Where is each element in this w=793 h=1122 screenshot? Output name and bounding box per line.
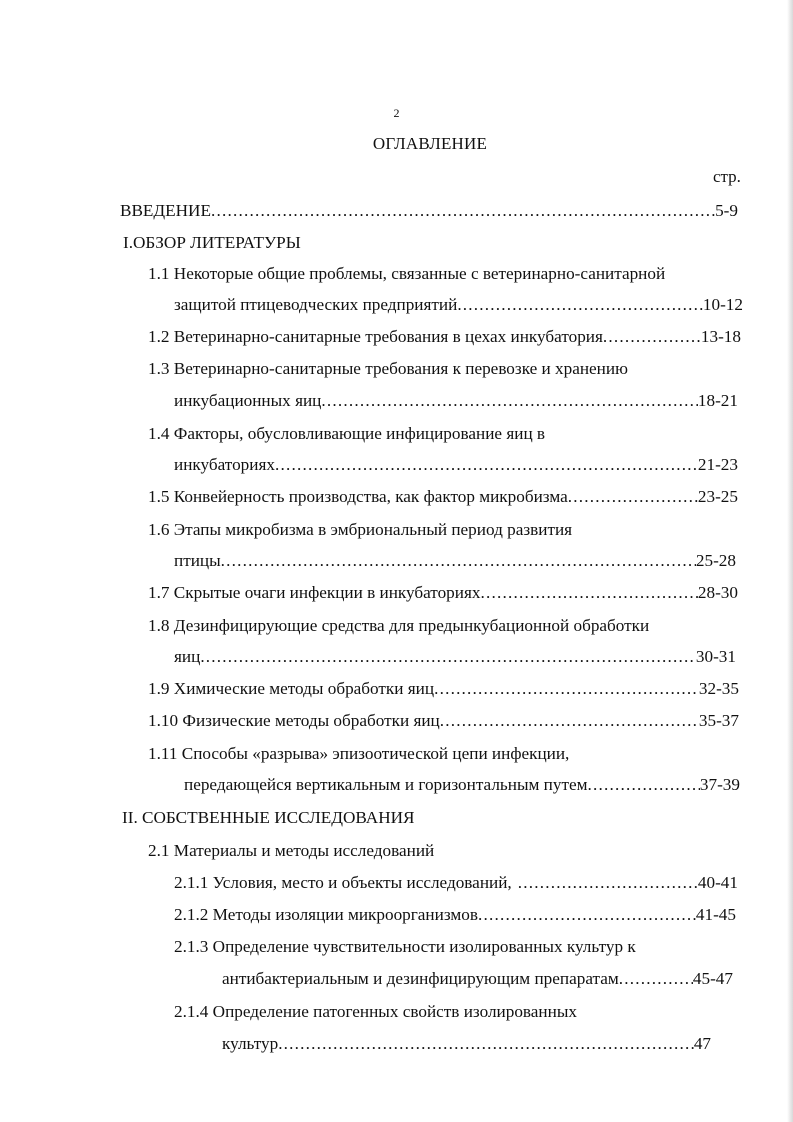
toc-entry-1-8 — [174, 646, 736, 668]
toc-entry-1-7 — [148, 582, 738, 604]
toc-entry-1-4 — [174, 454, 738, 476]
toc-entry-pages: 45-47 — [692, 969, 733, 988]
toc-entry-pages: 10-12 — [702, 295, 743, 314]
toc-entry-1-11 — [184, 774, 740, 796]
toc-entry-text: культур — [222, 1034, 279, 1053]
toc-entry-pages: 28-30 — [697, 583, 738, 602]
dot-leader — [278, 1033, 694, 1055]
toc-entry-pages: 25-28 — [695, 551, 736, 570]
dot-leader — [275, 454, 698, 476]
dot-leader — [603, 326, 701, 348]
dot-leader — [480, 582, 697, 604]
toc-entry-1-5 — [148, 486, 738, 508]
dot-leader — [321, 390, 698, 412]
toc-entry-text: защитой птицеводческих предприятий — [174, 295, 458, 314]
toc-entry-pages: 35-37 — [698, 711, 739, 730]
toc-entry-1-2 — [148, 326, 741, 348]
toc-entry-text: инкубационных яиц — [174, 391, 322, 410]
page-column-label: стр. — [713, 167, 741, 186]
toc-entry-pages: 21-23 — [697, 455, 738, 474]
toc-entry-1-6 — [174, 550, 736, 572]
toc-entry-2-1-2 — [174, 904, 736, 926]
toc-entry-2-1-4-line1: 2.1.4 Определение патогенных свойств изолированных — [174, 1002, 577, 1021]
toc-entry-1-11-line1: 1.11 Способы «разрыва» эпизоотической цепи инфекции, — [148, 744, 570, 763]
toc-entry-2-1-3-line1: 2.1.3 Определение чувствительности изолированных культур к — [174, 937, 636, 956]
dot-leader — [221, 550, 696, 572]
toc-entry-text: яиц — [174, 647, 201, 666]
toc-entry-pages: 5-9 — [715, 201, 738, 220]
scan-edge-shadow — [787, 0, 793, 1122]
toc-entry-1-3 — [174, 390, 738, 412]
toc-entry-text: 2.1.1 Условия, место и объекты исследований, — [174, 873, 512, 892]
toc-entry-2-1-3 — [222, 968, 733, 990]
dot-leader — [211, 200, 715, 222]
toc-entry-1-3-line1: 1.3 Ветеринарно-санитарные требования к перевозке и хранению — [148, 359, 628, 378]
page-number: 2 — [393, 106, 400, 120]
dot-leader — [568, 486, 698, 508]
toc-entry-1-1 — [174, 294, 743, 316]
toc-entry-pages: 41-45 — [695, 905, 736, 924]
dot-leader — [619, 968, 693, 990]
dot-leader — [200, 646, 696, 668]
toc-entry-text: 1.5 Конвейерность производства, как фактор микробизма — [148, 487, 568, 506]
toc-entry-pages: 37-39 — [699, 775, 740, 794]
toc-entry-text: передающейся вертикальным и горизонтальным путем — [184, 775, 588, 794]
toc-entry-pages: 30-31 — [695, 647, 736, 666]
toc-entry-pages: 23-25 — [697, 487, 738, 506]
toc-entry-1-4-line1: 1.4 Факторы, обусловливающие инфицирование яиц в — [148, 424, 546, 443]
toc-entry-1-9 — [148, 678, 739, 700]
dot-leader — [587, 774, 699, 796]
dot-leader — [478, 904, 696, 926]
toc-entry-pages: 32-35 — [698, 679, 739, 698]
dot-leader — [457, 294, 703, 316]
toc-chapter-1: I.ОБЗОР ЛИТЕРАТУРЫ — [123, 233, 301, 252]
toc-entry-1-8-line1: 1.8 Дезинфицирующие средства для предынкубационной обработки — [148, 616, 650, 635]
toc-entry-text: 1.2 Ветеринарно-санитарные требования в цехах инкубатория — [148, 327, 603, 346]
toc-entry-2-1-1 — [174, 872, 738, 894]
toc-entry-intro — [120, 200, 738, 222]
toc-entry-1-1-line1: 1.1 Некоторые общие проблемы, связанные с ветеринарно-санитарной — [148, 264, 666, 283]
toc-entry-text: антибактериальным и дезинфицирующим препаратам — [222, 969, 619, 988]
toc-entry-text: 1.10 Физические методы обработки яиц — [148, 711, 440, 730]
page-title: ОГЛАВЛЕНИЕ — [372, 134, 488, 153]
toc-entry-text: ВВЕДЕНИЕ — [120, 201, 211, 220]
toc-entry-2-1: 2.1 Материалы и методы исследований — [148, 841, 435, 860]
toc-chapter-2: II. СОБСТВЕННЫЕ ИССЛЕДОВАНИЯ — [122, 808, 415, 827]
toc-entry-1-10 — [148, 710, 739, 732]
dot-leader — [512, 872, 698, 894]
toc-entry-pages: 40-41 — [697, 873, 738, 892]
toc-entry-text: птицы — [174, 551, 221, 570]
toc-entry-text: инкубаториях — [174, 455, 275, 474]
toc-entry-text: 1.7 Скрытые очаги инфекции в инкубаториях — [148, 583, 481, 602]
toc-entry-1-6-line1: 1.6 Этапы микробизма в эмбриональный период развития — [148, 520, 573, 539]
toc-entry-pages: 47 — [693, 1034, 711, 1053]
toc-entry-text: 1.9 Химические методы обработки яиц — [148, 679, 435, 698]
dot-leader — [440, 710, 699, 732]
toc-entry-pages: 18-21 — [697, 391, 738, 410]
toc-entry-2-1-4 — [222, 1033, 711, 1055]
toc-entry-text: 2.1.2 Методы изоляции микроорганизмов — [174, 905, 478, 924]
dot-leader — [434, 678, 699, 700]
toc-entry-pages: 13-18 — [700, 327, 741, 346]
